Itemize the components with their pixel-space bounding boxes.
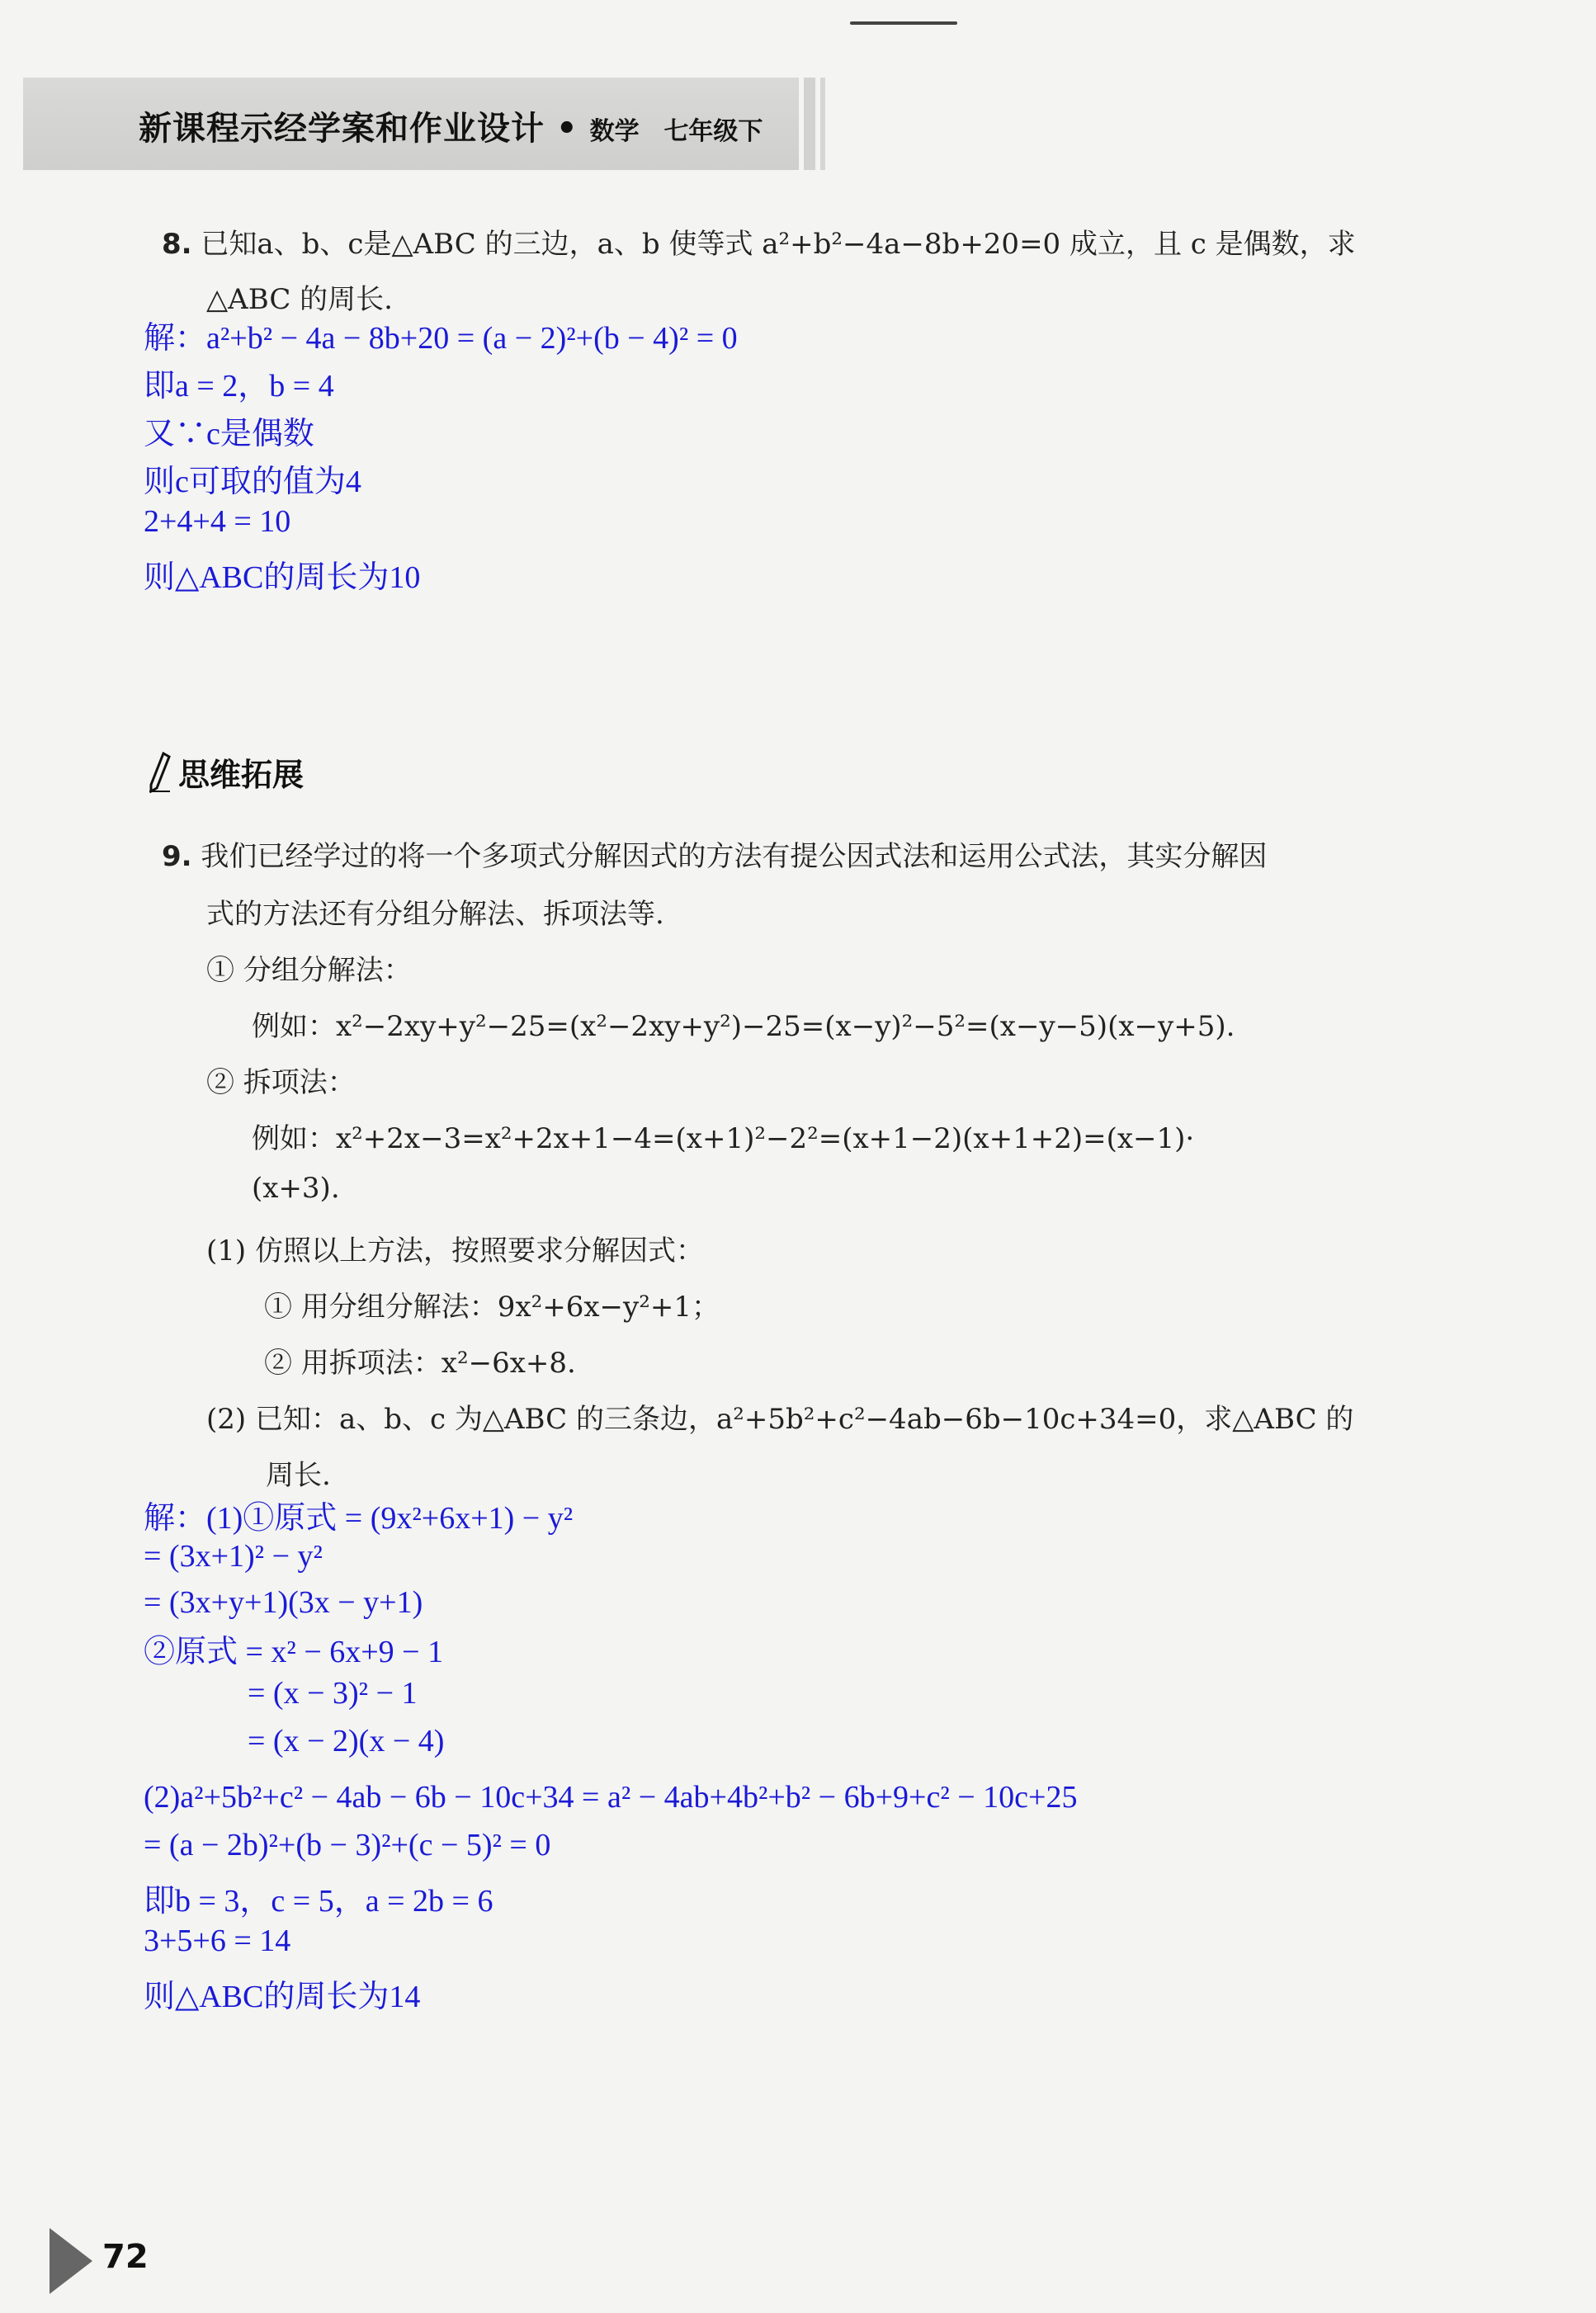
a8-line-1: 解：a²+b² − 4a − 8b+20 = (a − 2)²+(b − 4)² = 0 xyxy=(144,321,738,356)
a8-line-2: 即a = 2，b = 4 xyxy=(144,369,334,404)
q9-line-1 xyxy=(162,833,1267,874)
q9-line-9: ① 用分组分解法：9x²+6x−y²+1； xyxy=(264,1291,720,1324)
q9-line-7: (x+3). xyxy=(252,1172,340,1205)
a8-line-5: 2+4+4 = 10 xyxy=(144,504,291,539)
a8-line-4: 则c可取的值为4 xyxy=(144,465,361,499)
q9-line-4: 例如：x²−2xy+y²−25=(x²−2xy+y²)−25=(x−y)²−5²=(x−y−5)(x−y+5). xyxy=(252,1010,1235,1043)
q9-line-6: 例如：x²+2x−3=x²+2x+1−4=(x+1)²−2²=(x+1−2)(x+1+2)=(x−1)· xyxy=(252,1122,1195,1155)
q9-number: 9. xyxy=(162,840,192,873)
header-divider-thin xyxy=(820,78,825,170)
a9-line-3: = (3x+y+1)(3x − y+1) xyxy=(144,1585,423,1620)
book-title xyxy=(139,102,763,149)
q9-line-8: (1) 仿照以上方法，按照要求分解因式： xyxy=(206,1234,704,1267)
q8-line-2: △ABC 的周长. xyxy=(206,283,393,316)
q8-number: 8. xyxy=(162,228,192,261)
q9-line-3: ① 分组分解法： xyxy=(206,954,412,987)
a8-line-6: 则△ABC的周长为10 xyxy=(144,560,421,595)
a9-line-2: = (3x+1)² − y² xyxy=(144,1539,323,1574)
a9-line-9: 即b = 3，c = 5，a = 2b = 6 xyxy=(144,1884,493,1919)
q9-line-10: ② 用拆项法：x²−6x+8. xyxy=(264,1347,576,1380)
book-title-text: 新课程示经学案和作业设计 xyxy=(139,110,545,148)
grade-label: 七年级下 xyxy=(663,117,763,146)
page-marker-triangle xyxy=(50,2228,92,2294)
pencil-icon xyxy=(147,752,172,793)
a9-line-5: = (x − 3)² − 1 xyxy=(248,1676,418,1711)
a9-line-6: = (x − 2)(x − 4) xyxy=(248,1724,445,1758)
title-dot: • xyxy=(556,110,578,148)
top-rule xyxy=(850,21,957,25)
section-title: 思维拓展 xyxy=(178,757,305,793)
a9-line-8: = (a − 2b)²+(b − 3)²+(c − 5)² = 0 xyxy=(144,1828,551,1862)
header-divider xyxy=(804,78,815,170)
page-number: 72 xyxy=(102,2238,149,2276)
a9-line-1: 解：(1)①原式 = (9x²+6x+1) − y² xyxy=(144,1501,574,1536)
q8-text-1: 已知a、b、c是△ABC 的三边，a、b 使等式 a²+b²−4a−8b+20=0 成立，且 c 是偶数，求 xyxy=(201,228,1356,261)
q9-line-2: 式的方法还有分组分解法、拆项法等. xyxy=(206,898,664,931)
subject-label: 数学 xyxy=(589,117,640,146)
q9-line-11: (2) 已知：a、b、c 为△ABC 的三条边，a²+5b²+c²−4ab−6b−10c+34=0，求△ABC 的 xyxy=(206,1403,1354,1436)
section-header xyxy=(147,749,304,795)
q9-line-5: ② 拆项法： xyxy=(206,1066,356,1099)
a8-line-3: 又∵c是偶数 xyxy=(144,417,314,451)
a9-line-7: (2)a²+5b²+c² − 4ab − 6b − 10c+34 = a² − 4ab+4b²+b² − 6b+9+c² − 10c+25 xyxy=(144,1780,1078,1815)
a9-line-4: ②原式 = x² − 6x+9 − 1 xyxy=(144,1635,444,1669)
a9-line-11: 则△ABC的周长为14 xyxy=(144,1980,421,2014)
a9-line-10: 3+5+6 = 14 xyxy=(144,1924,291,1958)
q9-text-1: 我们已经学过的将一个多项式分解因式的方法有提公因式法和运用公式法，其实分解因 xyxy=(201,840,1268,873)
q9-line-12: 周长. xyxy=(266,1459,331,1492)
q8-line-1 xyxy=(162,221,1356,262)
